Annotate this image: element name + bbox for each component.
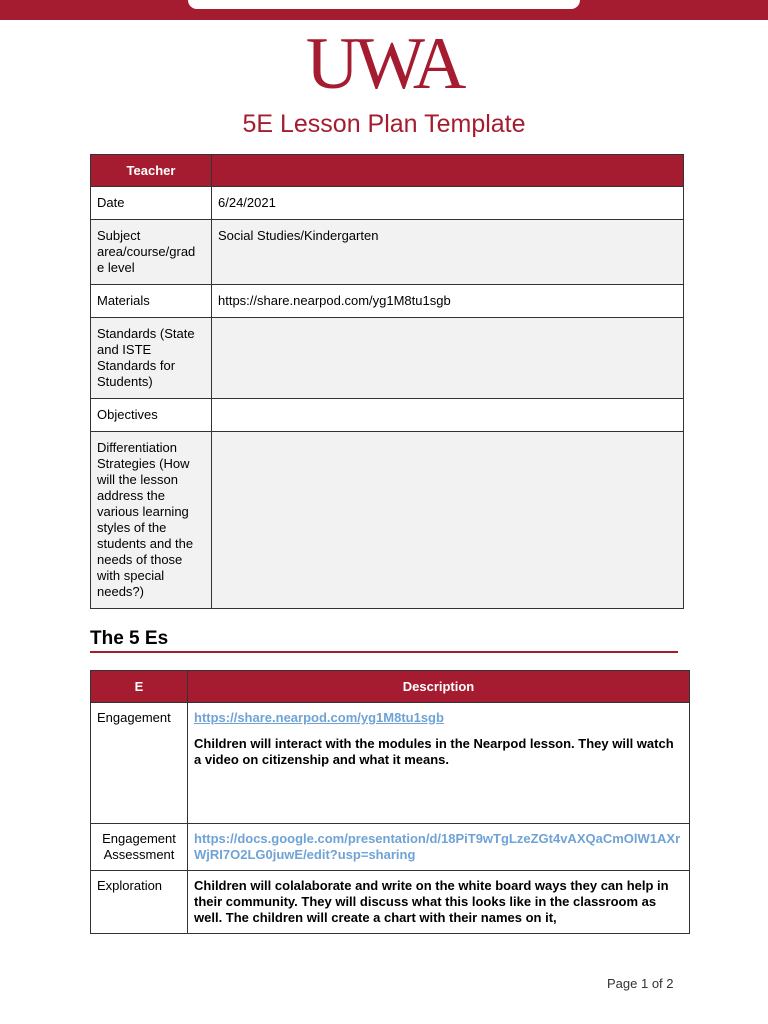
objectives-label: Objectives	[91, 399, 212, 432]
table-row	[91, 399, 684, 432]
exploration-text: Children will colalaborate and write on the white board ways they can help in their community. They will discuss what this looks like in the classroom as well. The children will create a chart with their names on it,	[194, 878, 669, 925]
date-label: Date	[91, 187, 212, 220]
materials-value: https://share.nearpod.com/yg1M8tu1sgb	[212, 285, 684, 318]
table-row	[91, 703, 690, 824]
standards-label: Standards (State and ISTE Standards for Students)	[91, 318, 212, 399]
page-number: Page 1 of 2	[607, 976, 674, 991]
engagement-assessment-link[interactable]: https://docs.google.com/presentation/d/18PiT9wTgLzeZGt4vAXQaCmOlW1AXrWjRI7O2LG0juwE/edit?usp=sharing	[194, 831, 681, 862]
section-divider	[90, 651, 678, 653]
teacher-value	[212, 155, 684, 187]
table-row	[91, 285, 684, 318]
five-es-table	[90, 670, 690, 934]
uwa-logo: UWA	[305, 23, 463, 105]
top-banner	[0, 0, 768, 20]
engagement-link[interactable]: https://share.nearpod.com/yg1M8tu1sgb	[194, 710, 444, 725]
table-row	[91, 871, 690, 934]
engagement-label: Engagement	[91, 703, 188, 824]
objectives-value	[212, 399, 684, 432]
table-header-row	[91, 671, 690, 703]
subject-value: Social Studies/Kindergarten	[212, 220, 684, 285]
table-row	[91, 187, 684, 220]
differentiation-label: Differentiation Strategies (How will the lesson address the various learning styles of the students and the needs of those with special needs?)	[91, 432, 212, 609]
subject-label: Subject area/course/grad e level	[91, 220, 212, 285]
section-heading: The 5 Es	[90, 628, 169, 649]
differentiation-value	[212, 432, 684, 609]
date-value: 6/24/2021	[212, 187, 684, 220]
table-header-row	[91, 155, 684, 187]
engagement-assessment-label: Engagement Assessment	[91, 824, 188, 871]
teacher-header: Teacher	[91, 155, 212, 187]
engagement-assessment-description	[188, 824, 690, 871]
exploration-description	[188, 871, 690, 934]
description-column-header: Description	[188, 671, 690, 703]
standards-value	[212, 318, 684, 399]
lesson-info-table	[90, 154, 684, 609]
top-banner-notch	[188, 0, 580, 9]
e-column-header: E	[91, 671, 188, 703]
table-row	[91, 824, 690, 871]
table-row	[91, 318, 684, 399]
materials-label: Materials	[91, 285, 212, 318]
table-row	[91, 432, 684, 609]
exploration-label: Exploration	[91, 871, 188, 934]
page-title: 5E Lesson Plan Template	[242, 110, 526, 138]
engagement-text: Children will interact with the modules in the Nearpod lesson. They will watch a video on citizenship and what it means.	[194, 736, 674, 767]
engagement-description	[188, 703, 690, 824]
table-row	[91, 220, 684, 285]
